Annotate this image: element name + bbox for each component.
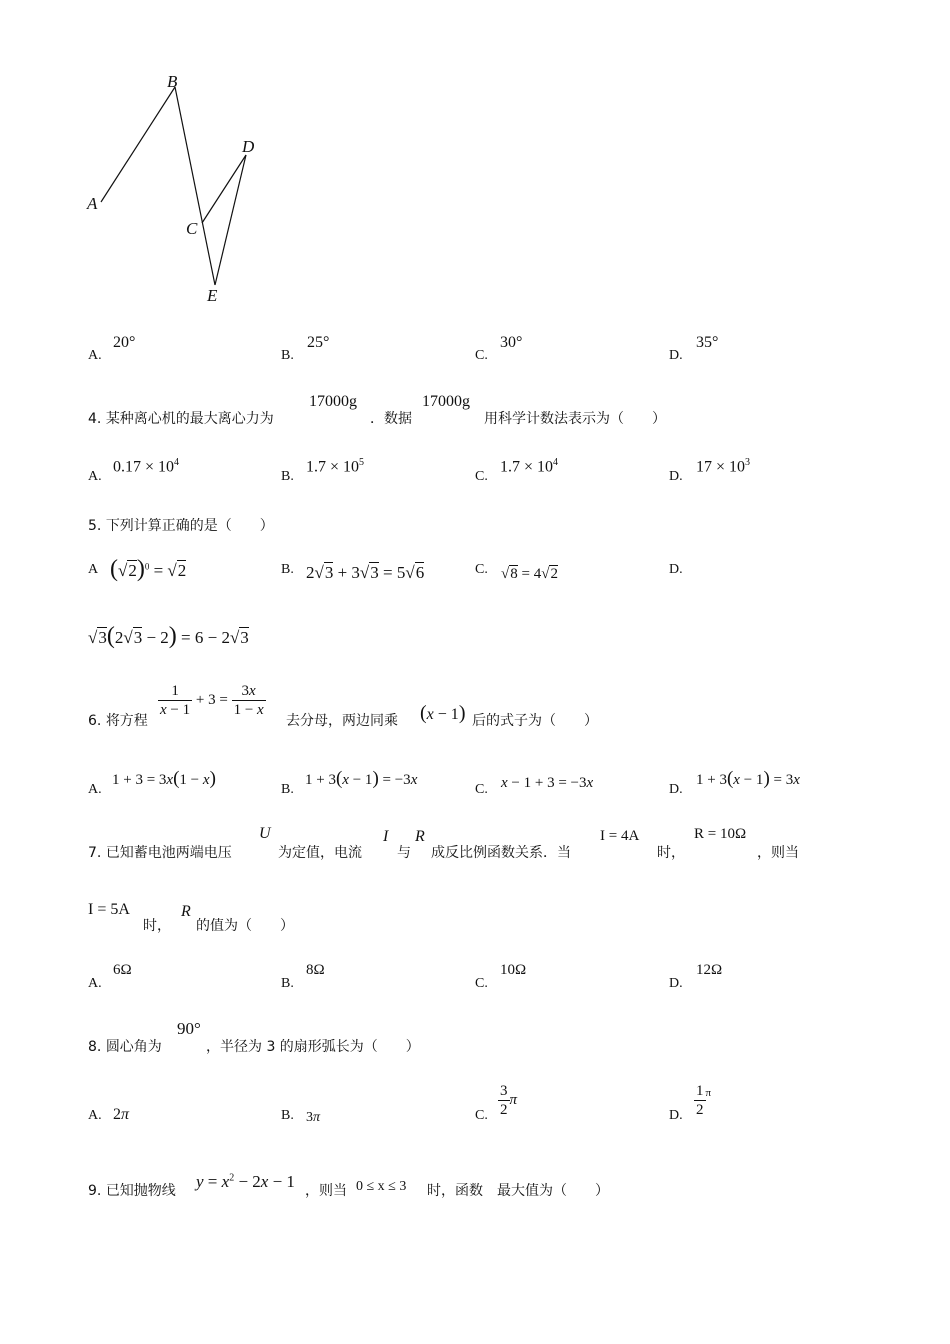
q3-option-a-value: 20° (113, 334, 136, 351)
q6-option-b-letter[interactable]: B. (281, 782, 294, 797)
q3-option-a-letter[interactable]: A. (88, 348, 102, 363)
q7-cond-1: I = 4A (600, 828, 640, 844)
q3-option-d-letter[interactable]: D. (669, 348, 683, 363)
q7-option-c-value: 10Ω (500, 962, 527, 978)
q8-stem-start: 8. 圆心角为 (88, 1039, 162, 1055)
segment-be (175, 87, 215, 285)
q9-text-b: ，则当 (305, 1183, 347, 1199)
q4-option-b-letter[interactable]: B. (281, 469, 294, 484)
q7-text-d: 成反比例函数关系．当 (431, 845, 571, 861)
q9-parabola: $y = x^2 - 2x - 1$ (196, 1172, 295, 1191)
segment-cd (202, 155, 246, 223)
q7-option-c-letter[interactable]: C. (475, 976, 488, 991)
q7-text-b: 为定值，电流 (278, 845, 362, 861)
q4-number: 4. 某种离心机的最大离心力为 (88, 411, 274, 427)
q7-option-b-letter[interactable]: B. (281, 976, 294, 991)
q5-option-d-expr: √3(2√3 − 2) = 6 − 2√3 (88, 623, 249, 649)
q8-angle: 90° (177, 1019, 201, 1038)
q7-var-r2: R (181, 903, 191, 920)
point-label-e: E (207, 286, 218, 305)
segment-ab (101, 87, 175, 202)
q5-option-d-letter[interactable]: D. (669, 562, 683, 577)
q9-text-c: 时，函数 最大值为（ ） (427, 1183, 609, 1199)
q8-option-d-letter[interactable]: D. (669, 1108, 683, 1123)
q7-stem-start: 7. 已知蓄电池两端电压 (88, 845, 232, 861)
segment-de (215, 155, 246, 285)
point-label-d: D (242, 137, 255, 156)
geometry-figure (80, 68, 280, 313)
q6-equation: $\frac{1}{x - 1}$ + 3 = $\frac{3x}{1 - x}$ (160, 683, 264, 718)
q4-option-c-value: $1.7 \times 10^4$ (500, 457, 559, 476)
q6-text-b: 去分母，两边同乘 (286, 713, 398, 729)
q7-option-a-letter[interactable]: A. (88, 976, 102, 991)
q6-option-d-expr: 1 + 3(x − 1) = 3x (696, 768, 800, 789)
q7-text-e: 时， (657, 845, 685, 861)
q3-option-b-letter[interactable]: B. (281, 348, 294, 363)
q5-option-a-expr: $(√2)^0 = √2$ (110, 556, 187, 582)
q7-option-a-value: 6Ω (113, 962, 132, 978)
q8-option-a-letter[interactable]: A. (88, 1108, 102, 1123)
q7-cond-3: I = 5A (88, 901, 130, 918)
q7-option-d-letter[interactable]: D. (669, 976, 683, 991)
q6-option-b-expr: 1 + 3(x − 1) = −3x (305, 768, 418, 789)
q7-text-c: 与 (397, 845, 411, 861)
q6-text-c: 后的式子为（ ） (472, 713, 598, 729)
q4-text-c: 用科学计数法表示为（ ） (484, 411, 666, 427)
q7-var-i: I (383, 828, 389, 845)
point-label-b: B (167, 72, 178, 91)
q8-text-b: ，半径为 3 的扇形弧长为（ ） (206, 1039, 420, 1055)
q7-cond-2: R = 10Ω (694, 826, 747, 842)
q4-option-a-letter[interactable]: A. (88, 469, 102, 484)
q6-option-a-expr: 1 + 3 = 3x(1 − x) (112, 768, 216, 789)
q7-option-d-value: 12Ω (696, 962, 723, 978)
q3-option-d-value: 35° (696, 334, 719, 351)
q4-option-a-value: $0.17 \times 10^4$ (113, 457, 180, 476)
q6-option-c-letter[interactable]: C. (475, 782, 488, 797)
q6-option-d-letter[interactable]: D. (669, 782, 683, 797)
q4-text-a: 某种离心机的最大离心力为 (105, 411, 274, 427)
q9-range: 0 ≤ x ≤ 3 (356, 1179, 407, 1194)
q4-option-d-letter[interactable]: D. (669, 469, 683, 484)
q6-stem-start: 6. 将方程 (88, 713, 148, 729)
q8-option-d-expr: $\frac{1}{2}$ $^\pi$ (696, 1083, 712, 1118)
q7-var-r: R (415, 828, 425, 845)
point-label-c: C (186, 219, 198, 238)
q4-value-a: 17000g (309, 393, 357, 410)
q6-option-c-expr: x − 1 + 3 = −3x (501, 775, 594, 791)
q5-stem: 5. 下列计算正确的是（ ） (88, 518, 274, 534)
q4-value-b: 17000g (422, 393, 470, 410)
q5-option-c-expr: √8 = 4√2 (501, 566, 558, 582)
q5-option-b-letter[interactable]: B. (281, 562, 294, 577)
q7-text-g: 时， (143, 918, 171, 934)
q8-option-c-letter[interactable]: C. (475, 1108, 488, 1123)
point-label-a: A (87, 194, 98, 213)
q4-option-b-value: $1.7 \times 10^5$ (306, 457, 365, 476)
q7-var-u: U (259, 825, 271, 842)
q6-option-a-letter[interactable]: A. (88, 782, 102, 797)
q8-option-c-expr: $\frac{3}{2}$ π (500, 1083, 518, 1118)
q3-option-b-value: 25° (307, 334, 330, 351)
q6-multiplier: (x − 1) (420, 702, 466, 724)
q7-text-f: ，则当 (757, 845, 799, 861)
q3-option-c-letter[interactable]: C. (475, 348, 488, 363)
q5-option-c-letter[interactable]: C. (475, 562, 488, 577)
q8-option-b-expr: 3π (306, 1110, 321, 1125)
q4-text-b: ．数据 (370, 411, 412, 427)
q3-option-c-value: 30° (500, 334, 523, 351)
q8-option-b-letter[interactable]: B. (281, 1108, 294, 1123)
q5-option-a-letter[interactable]: A (88, 562, 99, 577)
q4-option-c-letter[interactable]: C. (475, 469, 488, 484)
q7-option-b-value: 8Ω (306, 962, 325, 978)
q8-option-a-expr: 2π (113, 1106, 130, 1123)
q4-option-d-value: $17 \times 10^3$ (696, 457, 751, 476)
q7-text-h: 的值为（ ） (196, 918, 294, 934)
q5-option-b-expr: 2√3 + 3√3 = 5√6 (306, 563, 425, 582)
q9-stem-start: 9. 已知抛物线 (88, 1183, 176, 1199)
